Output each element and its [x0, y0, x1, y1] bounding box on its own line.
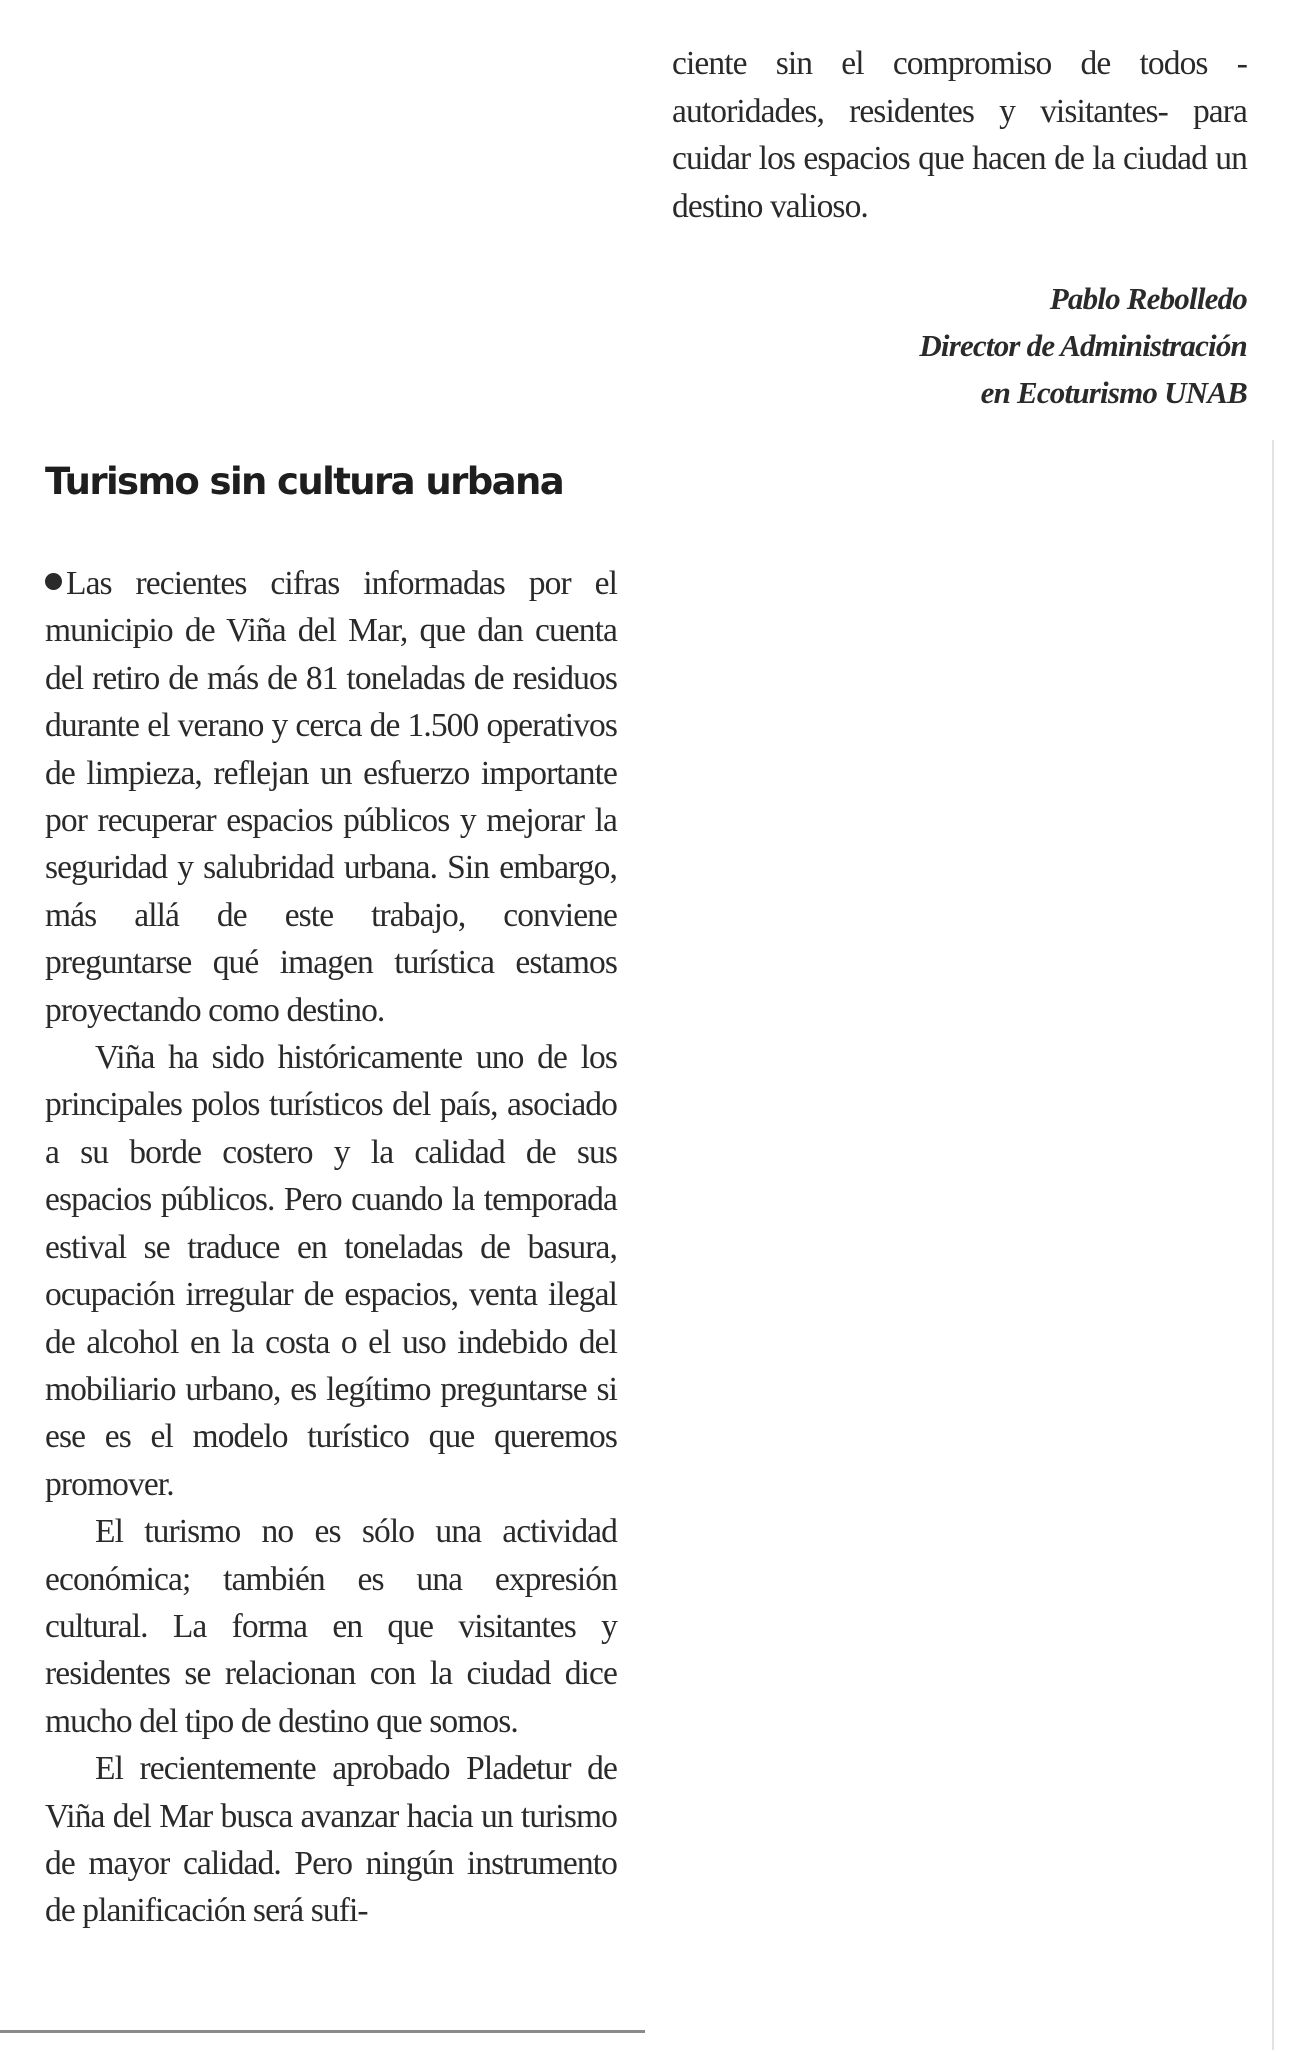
article-body	[45, 560, 617, 1935]
author-title: Director de Administración	[919, 328, 1247, 363]
previous-letter-ending	[672, 40, 1247, 230]
letter-closing-paragraph: ciente sin el compromiso de todos -autoridades, residentes y visitantes- para cuidar los espacios que hacen de la ciudad un destino valioso.	[672, 45, 1247, 225]
column-divider	[1272, 440, 1274, 2050]
author-name: Pablo Rebolledo	[1049, 281, 1247, 316]
article-paragraph-3: El turismo no es sólo una actividad económica; también es una expresión cultural. La forma en que visitantes y residentes se relacionan con la ciudad dice mucho del tipo de destino que somos.	[45, 1513, 617, 1740]
letter-signature	[919, 275, 1247, 416]
article-paragraph-4: El recientemente aprobado Pladetur de Viña del Mar busca avanzar hacia un turismo de mayor calidad. Pero ningún instrumento de planificación será sufi-	[45, 1750, 617, 1930]
article-paragraph-2: Viña ha sido históricamente uno de los principales polos turísticos del país, asociado a su borde costero y la calidad de sus espacios públicos. Pero cuando la temporada estival se traduce en toneladas de basura, ocupación irregular de espacios, venta ilegal de alcohol en la costa o el uso indebido del mobiliario urbano, es legítimo preguntarse si ese es el modelo turístico que queremos promover.	[45, 1039, 617, 1503]
bottom-rule	[0, 2030, 645, 2033]
author-affiliation: en Ecoturismo UNAB	[980, 375, 1247, 410]
bullet-icon	[45, 573, 62, 590]
article-paragraph-1-text: Las recientes cifras informadas por el municipio de Viña del Mar, que dan cuenta del retiro de más de 81 toneladas de residuos durante el verano y cerca de 1.500 operativos de limpieza, reflejan un esfuerzo importante por recuperar espacios públicos y mejorar la seguridad y salubridad urbana. Sin embargo, más allá de este trabajo, conviene preguntarse qué imagen turística estamos proyectando como destino.	[45, 565, 617, 1029]
article-headline: Turismo sin cultura urbana	[45, 460, 564, 503]
article-paragraph-1	[45, 560, 617, 1034]
